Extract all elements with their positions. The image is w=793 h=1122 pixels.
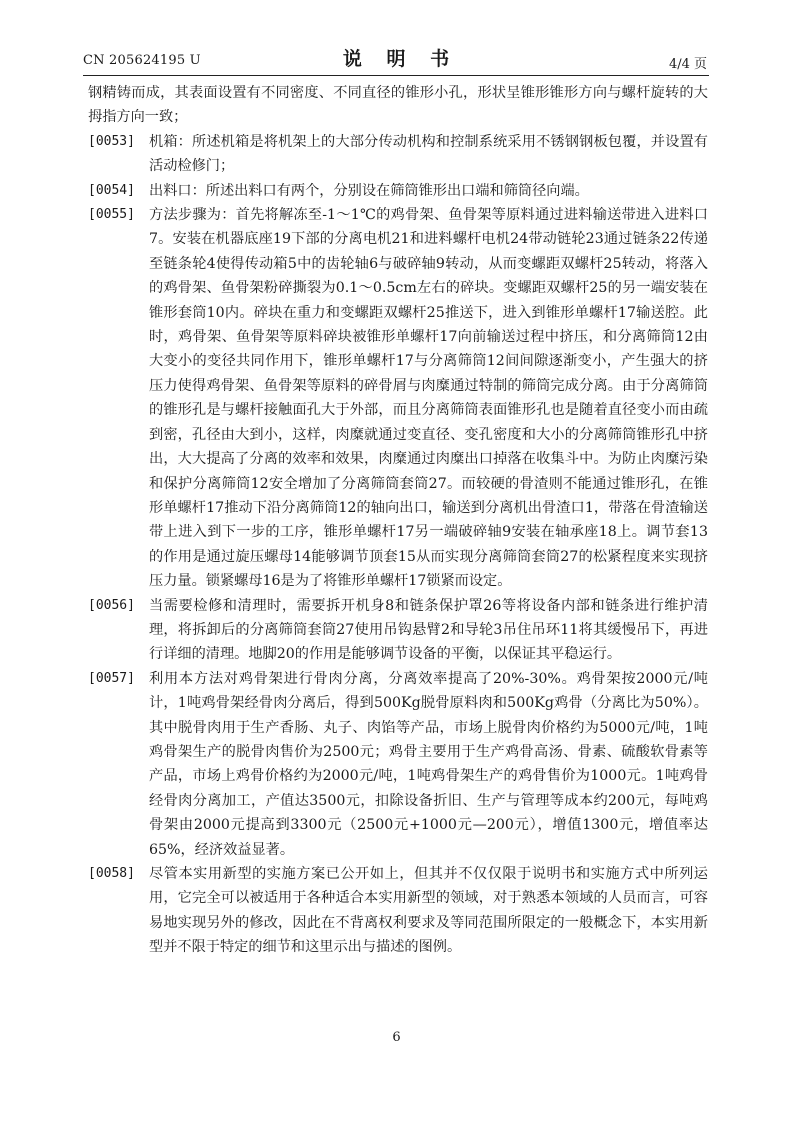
paragraph-0056 [88,594,708,667]
paragraph-0057 [88,667,708,862]
paragraph-number: [0053] [88,133,135,149]
page-number: 6 [392,1030,401,1045]
page-header [83,44,709,74]
paragraph-text: 当需要检修和清理时，需要拆开机身8和链条保护罩26等将设备内部和链条进行维护清理，将拆卸后的分离筛筒套筒27使用吊钩悬臂2和导轮3吊住吊环11将其缓慢吊下，再进行详细的清理。地脚20的作用是能够调节设备的平衡，以保证其平稳运行。 [149,597,708,663]
paragraph-number: [0054] [88,182,135,198]
paragraph-text: 尽管本实用新型的实施方案已公开如上，但其并不仅仅限于说明书和实施方式中所列运用，它完全可以被适用于各种适合本实用新型的领域，对于熟悉本领域的人员而言，可容易地实现另外的修改，因此在不背离权利要求及等同范围所限定的一般概念下，本实用新型并不限于特定的细节和这里示出与描述的图例。 [149,866,708,956]
paragraph-text: 方法步骤为：首先将解冻至-1～1℃的鸡骨架、鱼骨架等原料通过进料输送带进入进料口7。安装在机器底座19下部的分离电机21和进料螺杆电机24带动链轮23通过链条22传递至链条轮4使得传动箱5中的齿轮轴6与破碎轴9转动，从而变螺距双螺杆25转动，将落入的鸡骨架、鱼骨架粉碎撕裂为0.1～0.5cm左右的碎块。变螺距双螺杆25的另一端安装在锥形套筒10内。碎块在重力和变螺距双螺杆25推送下，进入到锥形单螺杆17输送腔。此时，鸡骨架、鱼骨架等原料碎块被锥形单螺杆17向前输送过程中挤压，和分离筛筒12由大变小的变径共同作用下，锥形单螺杆17与分离筛筒12间间隙逐渐变小，产生强大的挤压力使得鸡骨架、鱼骨架等原料的碎骨屑与肉糜通过特制的筛筒完成分离。由于分离筛筒的锥形孔是与螺杆接触面孔大于外部，而且分离筛筒表面锥形孔也是随着直径变小而由疏到密，孔径由大到小，这样，肉糜就通过变直径、变孔密度和大小的分离筛筒锥形孔中挤出，大大提高了分离的效率和效果，肉糜通过肉糜出口掉落在收集斗中。为防止肉糜污染和保护分离筛筒12安全增加了分离筛筒套筒27。而较硬的骨渣则不能通过锥形孔，在锥形单螺杆17推动下沿分离筛筒12的轴向出口，输送到分离机出骨渣口1，带落在骨渣输送带上进入到下一步的工序，锥形单螺杆17另一端破碎轴9安装在轴承座18上。调节套13的作用是通过旋压螺母14能够调节顶套15从而实现分离筛筒套筒27的松紧程度来实现挤压力量。锁紧螺母16是为了将锥形单螺杆17锁紧而设定。 [149,207,708,590]
paragraph-0055 [88,203,708,594]
header-divider [83,75,709,76]
paragraph-number: [0057] [88,670,135,686]
patent-number: CN 205624195 U [83,53,201,68]
paragraph-number: [0058] [88,866,135,881]
paragraph-0058 [88,862,708,960]
document-body [88,81,708,960]
paragraph-text: 出料口：所述出料口有两个，分别设在筛筒锥形出口端和筛筒径向端。 [149,182,589,199]
paragraph-0053 [88,130,708,179]
paragraph-text: 利用本方法对鸡骨架进行骨肉分离，分离效率提高了20%-30%。鸡骨架按2000元/吨计，1吨鸡骨架经骨肉分离后，得到500Kg脱骨原料肉和500Kg鸡骨（分离比为50%）。其中脱骨肉用于生产香肠、丸子、肉馅等产品，市场上脱骨肉价格约为5000元/吨，1吨鸡骨架生产的脱骨肉售价为2500元；鸡骨主要用于生产鸡骨高汤、骨素、硫酸软骨素等产品，市场上鸡骨价格约为2000元/吨，1吨鸡骨架生产的鸡骨售价为1000元。1吨鸡骨经骨肉分离加工，产值达3500元，扣除设备折旧、生产与管理等成本约200元，每吨鸡骨架由2000元提高到3300元（2500元+1000元—200元），增值1300元，增值率达65%，经济效益显著。 [149,670,708,858]
paragraph-number: [0056] [88,597,135,613]
page-indicator: 4/4 页 [668,57,707,72]
paragraph-number: [0055] [88,207,135,223]
paragraph-text: 机箱：所述机箱是将机架上的大部分传动机构和控制系统采用不锈钢钢板包覆，并设置有活动检修门； [149,133,708,175]
document-title: 说 明 书 [342,48,459,70]
paragraph-0054 [88,179,708,203]
continuation-paragraph: 钢精铸而成，其表面设置有不同密度、不同直径的锥形小孔，形状呈锥形锥形方向与螺杆旋转的大拇指方向一致； [88,85,708,126]
